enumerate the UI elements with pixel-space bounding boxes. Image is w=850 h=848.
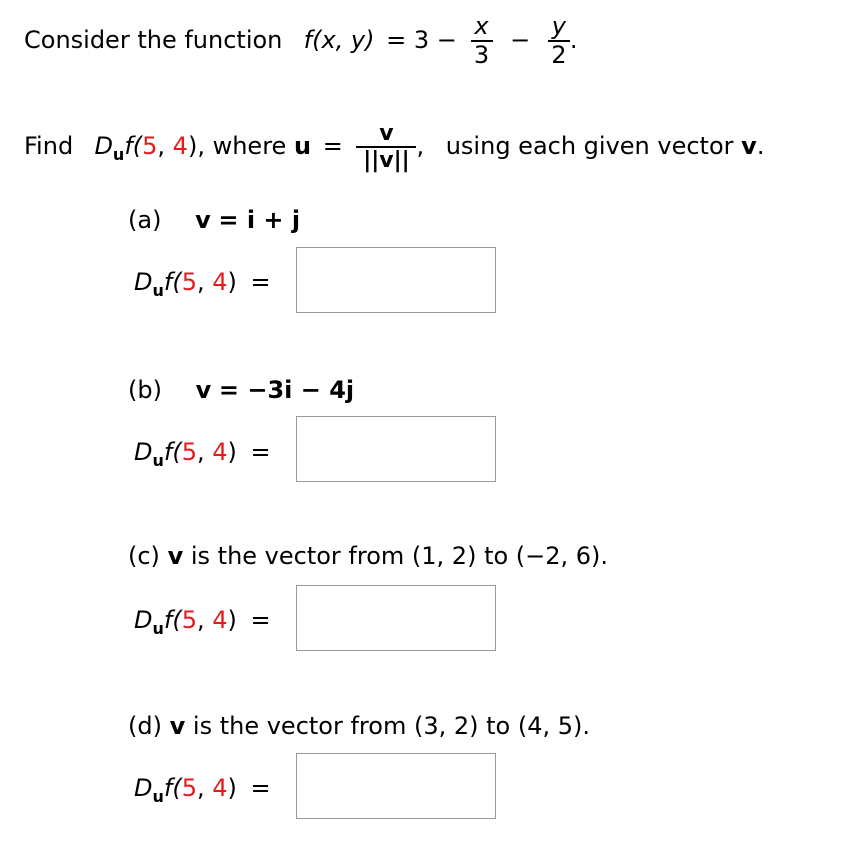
- part-a-eq: =: [250, 268, 271, 296]
- part-a-x: 5: [181, 268, 197, 296]
- part-d-close: ): [227, 774, 237, 802]
- find-point-y: 4: [172, 132, 188, 160]
- part-d-label: (d): [128, 712, 162, 740]
- part-a-D: D: [134, 268, 153, 296]
- function-minus: −: [510, 26, 531, 55]
- fraction-y-over-2: [548, 14, 570, 68]
- find-statement: [24, 118, 764, 182]
- part-c-statement: [128, 540, 608, 572]
- part-d-eq: =: [250, 774, 271, 802]
- frac2-numerator: y: [551, 12, 566, 40]
- part-b-x: 5: [181, 438, 197, 466]
- find-using: using each given vector: [445, 132, 734, 160]
- part-d-y: 4: [212, 774, 228, 802]
- part-b-answer-label: [134, 436, 271, 471]
- find-close: ),: [187, 132, 205, 160]
- part-c-eq: =: [250, 606, 271, 634]
- part-c-f: f(: [163, 606, 182, 634]
- find-v: v: [741, 132, 757, 160]
- part-a-f: f(: [163, 268, 182, 296]
- part-b-expr: = −3i − 4j: [218, 376, 355, 404]
- directional-derivative-D: D: [94, 132, 113, 160]
- part-a-expr: = i + j: [218, 206, 301, 234]
- part-d-sep: ,: [196, 774, 213, 802]
- find-u: u: [293, 132, 312, 160]
- part-b-D: D: [134, 438, 153, 466]
- part-a-statement: [128, 204, 300, 236]
- fraction-x-over-3: [471, 14, 493, 68]
- part-b-close: ): [227, 438, 237, 466]
- function-name: f(x, y): [303, 26, 375, 55]
- part-c-close: ): [227, 606, 237, 634]
- part-d-x: 5: [181, 774, 197, 802]
- part-b-answer-input[interactable]: [296, 416, 496, 482]
- part-a-y: 4: [212, 268, 228, 296]
- part-b-y: 4: [212, 438, 228, 466]
- find-trail: ,: [416, 132, 425, 160]
- function-statement: [24, 14, 578, 70]
- part-d-f: f(: [163, 774, 182, 802]
- part-a-sub: u: [152, 281, 164, 300]
- find-period: .: [756, 132, 765, 160]
- part-c-answer-label: [134, 604, 271, 639]
- unit-vector-denominator: ||v||: [363, 148, 410, 173]
- part-d-statement: [128, 710, 590, 742]
- part-a-answer-input[interactable]: [296, 247, 496, 313]
- frac1-denominator: 3: [473, 41, 490, 70]
- part-c-v: v: [167, 542, 184, 570]
- find-f: f(: [124, 132, 143, 160]
- directional-derivative-sub: u: [112, 145, 125, 164]
- part-d-answer-input[interactable]: [296, 753, 496, 819]
- part-c-D: D: [134, 606, 153, 634]
- part-b-v: v: [195, 376, 212, 404]
- part-c-text: is the vector from (1, 2) to (−2, 6).: [190, 542, 609, 570]
- part-a-v: v: [195, 206, 211, 234]
- part-c-sub: u: [152, 619, 164, 638]
- part-d-text: is the vector from (3, 2) to (4, 5).: [192, 712, 590, 740]
- part-a-sep: ,: [196, 268, 213, 296]
- part-a-close: ): [227, 268, 237, 296]
- find-eq: =: [322, 132, 343, 160]
- part-c-answer-input[interactable]: [296, 585, 496, 651]
- frac2-denominator: 2: [551, 41, 567, 70]
- part-b-sep: ,: [196, 438, 213, 466]
- find-point-x: 5: [142, 132, 158, 160]
- part-a-label: (a): [128, 206, 162, 234]
- part-d-sub: u: [152, 787, 164, 806]
- find-lead: Find: [24, 132, 74, 160]
- part-b-sub: u: [152, 451, 164, 470]
- intro-lead: Consider the function: [24, 26, 283, 55]
- part-c-y: 4: [212, 606, 228, 634]
- part-d-D: D: [134, 774, 153, 802]
- part-b-eq: =: [250, 438, 271, 466]
- part-c-label: (c): [128, 542, 160, 570]
- function-equals: = 3 −: [386, 26, 457, 55]
- part-d-answer-label: [134, 772, 271, 807]
- part-b-statement: [128, 374, 354, 406]
- unit-vector-numerator: v: [379, 120, 394, 146]
- function-period: .: [569, 26, 578, 55]
- part-b-label: (b): [128, 376, 162, 404]
- find-comma: ,: [157, 132, 173, 160]
- part-a-answer-label: [134, 266, 271, 301]
- unit-vector-fraction: [356, 122, 416, 172]
- frac1-numerator: x: [474, 12, 489, 40]
- part-d-v: v: [169, 712, 186, 740]
- part-c-x: 5: [181, 606, 197, 634]
- find-where: where: [212, 132, 287, 160]
- part-c-sep: ,: [196, 606, 213, 634]
- part-b-f: f(: [163, 438, 182, 466]
